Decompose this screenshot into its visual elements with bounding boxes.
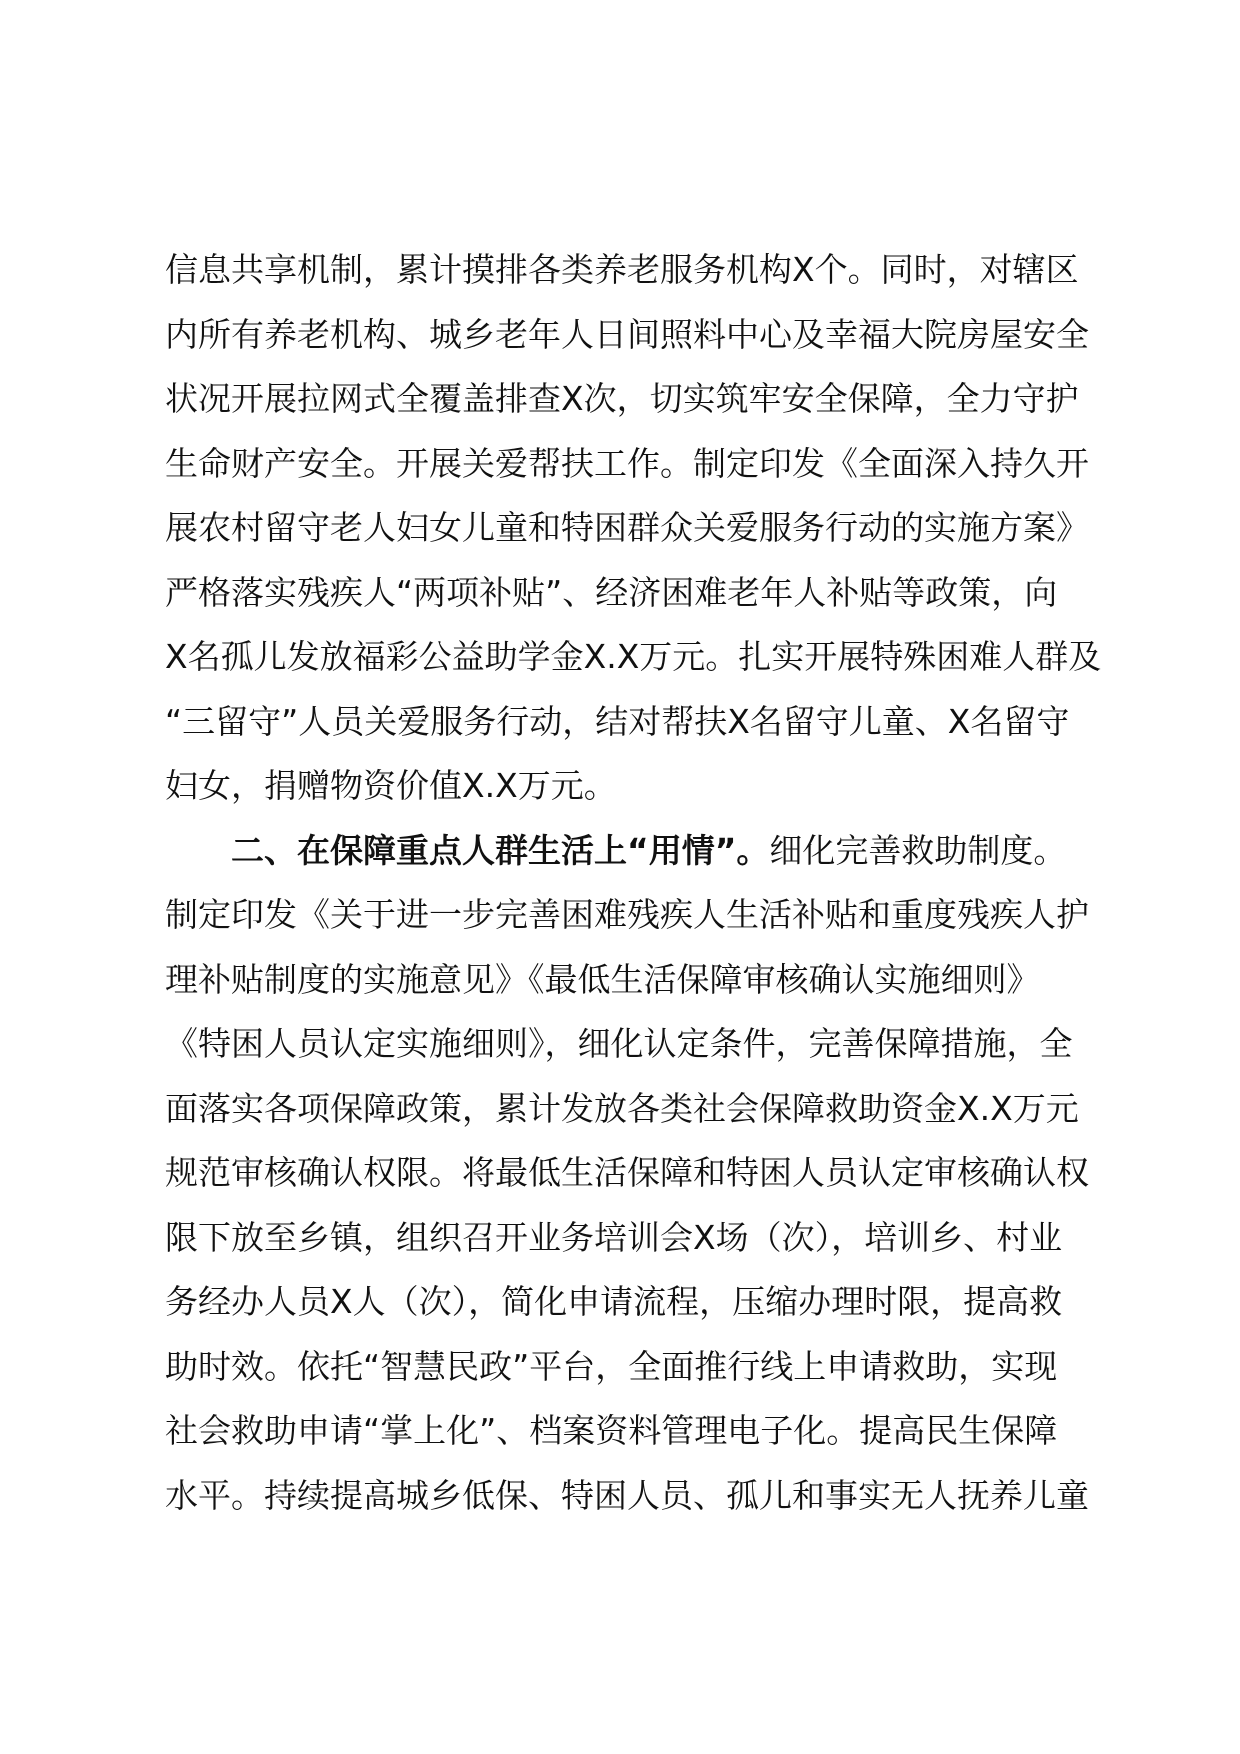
body-line: X名孤儿发放福彩公益助学金X.X万元。扎实开展特殊困难人群及 [165,637,1102,676]
document-body [165,238,1105,1528]
body-line: 《特困人员认定实施细则》，细化认定条件，完善保障措施，全 [165,1024,1073,1063]
body-line: 严格落实残疾人“两项补贴”、经济困难老年人补贴等政策，向 [165,572,1058,612]
section-heading: 二、在保障重点人群生活上“用情”。 [231,830,770,870]
body-line: 内所有养老机构、城乡老年人日间照料中心及幸福大院房屋安全 [165,314,1089,354]
body-line: 展农村留守老人妇女儿童和特困群众关爱服务行动的实施方案》 [165,508,1089,547]
body-line: 信息共享机制，累计摸排各类养老服务机构X个。同时，对辖区 [165,250,1079,289]
body-line: 水平。持续提高城乡低保、特困人员、孤儿和事实无人抚养儿童 [165,1475,1089,1515]
body-line: “三留守”人员关爱服务行动，结对帮扶X名留守儿童、X名留守 [165,701,1070,741]
body-line: 理补贴制度的实施意见》《最低生活保障审核确认实施细则》 [165,959,1040,999]
body-line: 状况开展拉网式全覆盖排查X次，切实筑牢安全保障，全力守护 [165,379,1079,418]
body-line: 面落实各项保障政策，累计发放各类社会保障救助资金X.X万元 [165,1088,1079,1128]
body-line: 务经办人员X人（次），简化申请流程，压缩办理时限，提高救 [165,1282,1063,1321]
body-line: 社会救助申请“掌上化”、档案资料管理电子化。提高民生保障 [165,1411,1058,1450]
body-line: 妇女，捐赠物资价值X.X万元。 [165,766,617,805]
section-heading-tail: 细化完善救助制度。 [769,830,1067,870]
body-line: 规范审核确认权限。将最低生活保障和特困人员认定审核确认权 [165,1153,1089,1192]
section-heading-line [165,819,1105,884]
body-line: 助时效。依托“智慧民政”平台，全面推行线上申请救助，实现 [165,1346,1058,1386]
body-line: 制定印发《关于进一步完善困难残疾人生活补贴和重度残疾人护 [165,895,1089,934]
body-line: 生命财产安全。开展关爱帮扶工作。制定印发《全面深入持久开 [165,443,1089,483]
body-line: 限下放至乡镇，组织召开业务培训会X场（次），培训乡、村业 [165,1217,1063,1257]
